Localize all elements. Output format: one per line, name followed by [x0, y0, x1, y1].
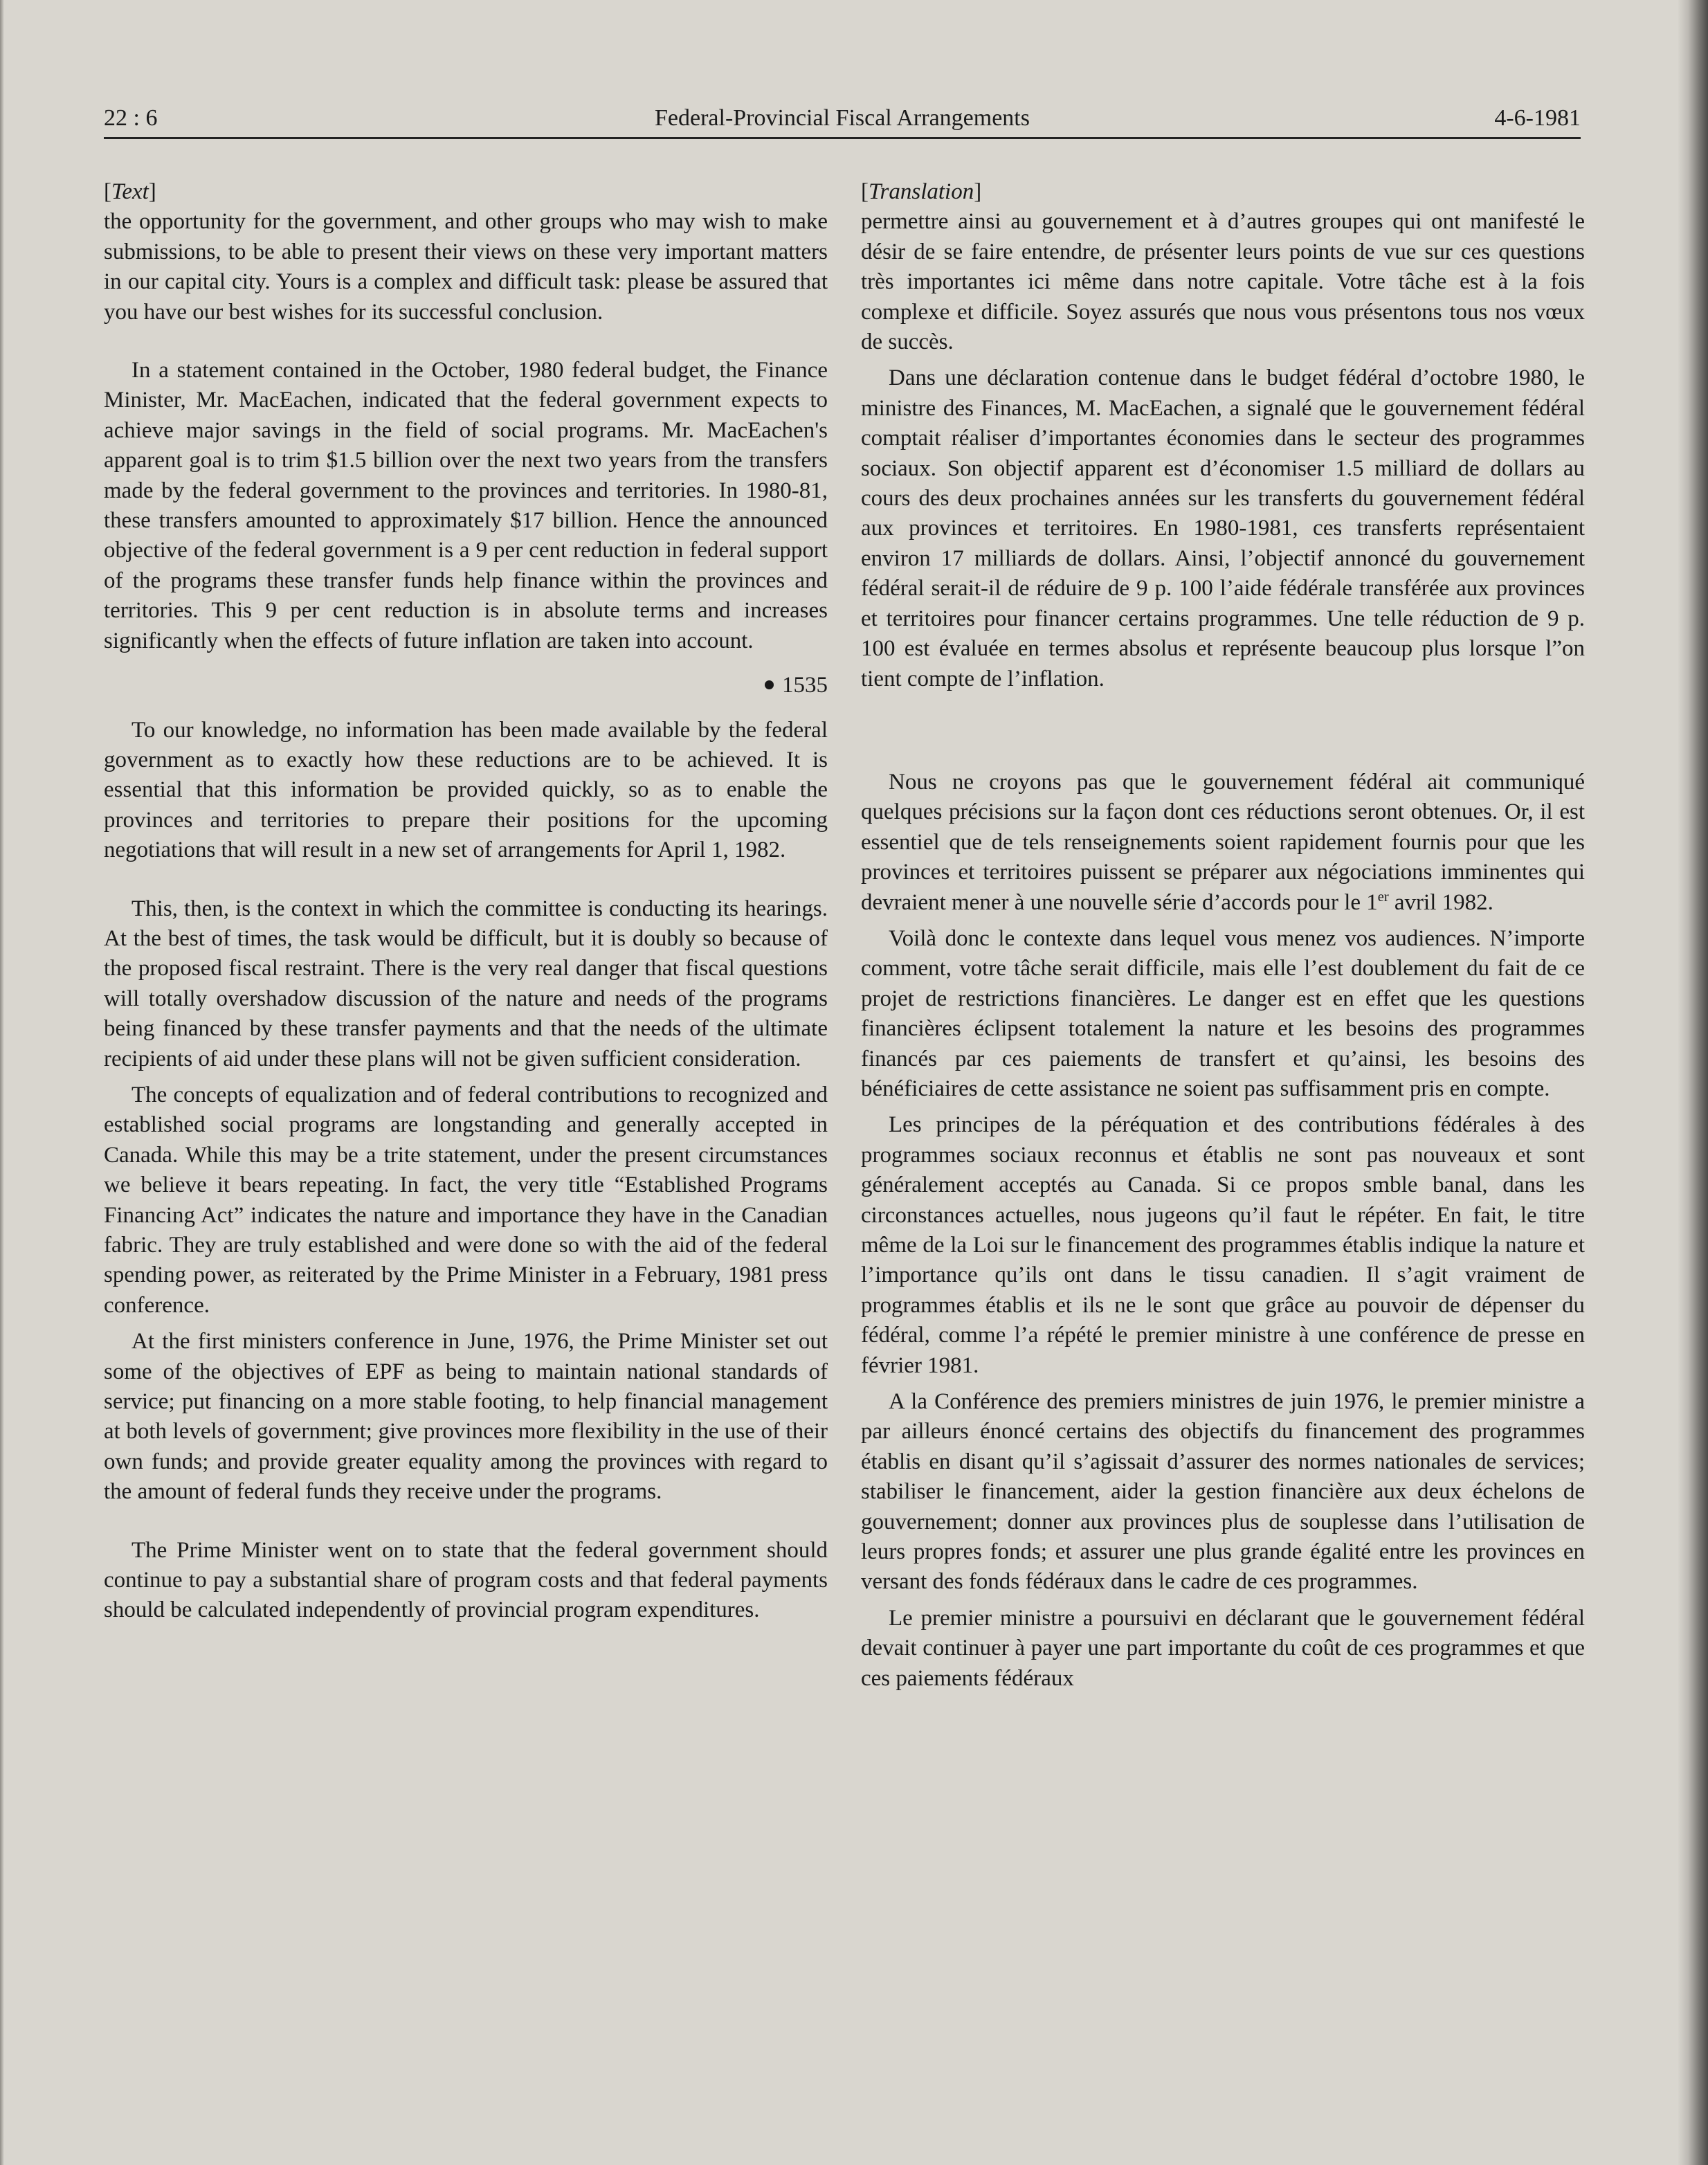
english-paragraph-3: To our knowledge, no information has been made available by the federal government as to exactly how these reductions are to be achieved. It is essential that this information be provided quickly, so as to enable the provinces and territories to prepare their positions for the upcoming negotiations that will result in a new set of arrangements for April 1, 1982.	[104, 717, 828, 863]
french-paragraph-4: Voilà donc le contexte dans lequel vous menez vos audiences. N’importe comment, votre tâche serait difficile, mais elle l’est doublement du fait de ce projet de restrictions financières. Le danger est en effet que les questions financières éclipsent totalement la nature et les besoins des programmes financés par ces paiements de transfert et qu’ainsi, les besoins des bénéficiaires de cette assistance ne soient pas suffisamment pris en compte.	[861, 925, 1585, 1101]
text-label: [Text]	[104, 179, 156, 204]
english-paragraph-1: the opportunity for the government, and other groups who may wish to make submissions, to be able to present their views on these very important matters in our capital city. Yours is a complex and difficult task: please be assured that you have our best wishes for its successful conclusion.	[104, 209, 828, 325]
french-column	[861, 177, 1585, 1694]
binding-edge-right	[1678, 0, 1708, 2165]
english-paragraph-6: At the first ministers conference in June, 1976, the Prime Minister set out some of the objectives of EPF as being to maintain national standards of service; put financing on a more stable footing, to help financial management at both levels of government; give provinces more flexibility in the use of their own funds; and provide greater equality among the provinces with regard to the amount of federal funds they receive under the programs.	[104, 1329, 828, 1505]
bullet-icon	[765, 680, 774, 689]
french-paragraph-1: permettre ainsi au gouvernement et à d’autres groupes qui ont manifesté le désir de se faire entendre, de présenter leurs points de vue sur ces questions très importantes ici même dans notre capitale. Votre tâche est à la fois complexe et difficile. Soyez assurés que nous vous présentons tous nos vœux de succès.	[861, 209, 1585, 355]
french-paragraph-2: Dans une déclaration contenue dans le budget fédéral d’octobre 1980, le ministre des Finances, M. MacEachen, a signalé que le gouvernement fédéral comptait réaliser d’importantes économies dans le secteur des programmes sociaux. Son objectif apparent est d’économiser 1.5 milliard de dollars au cours des deux prochaines années sur les transferts du gouvernement fédéral aux provinces et territoires. En 1980-1981, ces transferts représentaient environ 17 milliards de dollars. Ainsi, l’objectif annoncé du gouvernement fédéral serait-il de réduire de 9 p. 100 l’aide fédérale transférée aux provinces et territoires pour financer certains programmes. Une telle réduction de 9 p. 100 est évaluée en termes absolus et représente beaucoup plus lorsque l”on tient compte de l’inflation.	[861, 365, 1585, 691]
running-header	[104, 102, 1581, 139]
english-column	[104, 177, 828, 1626]
french-paragraph-5: Les principes de la péréquation et des contributions fédérales à des programmes sociaux reconnus et établis ne sont pas nouveaux et sont généralement acceptés au Canada. Si ce propos smble banal, dans les circonstances actuelles, nous jugeons qu’il faut le répéter. En fait, le titre même de la Loi sur le financement des programmes établis indique la nature et l’importance qu’ils ont dans le tissu canadien. Il s’agit vraiment de programmes établis et ils ne le sont que grâce au pouvoir de dépenser du fédéral, comme l’a répété le premier ministre à une conférence de presse en février 1981.	[861, 1112, 1585, 1378]
page-number: 22 : 6	[104, 105, 158, 131]
english-paragraph-2: In a statement contained in the October, 1980 federal budget, the Finance Minister, Mr. MacEachen, indicated that the federal government expects to achieve major savings in the field of social programs. Mr. MacEachen's apparent goal is to trim $1.5 billion over the next two years from the transfers made by the federal government to the provinces and territories. In 1980-81, these transfers amounted to approximately $17 billion. Hence the announced objective of the federal government is a 9 per cent reduction in federal support of the programs these transfer funds help finance within the provinces and territories. This 9 per cent reduction is in absolute terms and increases significantly when the effects of future inflation are taken into account.	[104, 358, 828, 653]
translation-label: [Translation]	[861, 179, 982, 204]
binding-edge-left	[0, 0, 4, 2165]
english-paragraph-4: This, then, is the context in which the committee is conducting its hearings. At the best of times, the task would be difficult, but it is doubly so because of the proposed fiscal restraint. There is the very real danger that fiscal questions will totally overshadow discussion of the nature and needs of the programs being financed by these transfer payments and that the needs of the ultimate recipients of aid under these plans will not be given sufficient consideration.	[104, 896, 828, 1071]
french-paragraph-6: A la Conférence des premiers ministres de juin 1976, le premier ministre a par ailleurs énoncé certains des objectifs du financement des programmes établis en disant qu’il s’agissait d’assurer des normes nationales de services; stabiliser le financement, aider la gestion financière aux deux échelons de gouvernement; donner aux provinces plus de souplesse dans l’utilisation de leurs propres fonds; et assurer une plus grande égalité entre les provinces en versant des fonds fédéraux dans le cadre de ces programmes.	[861, 1389, 1585, 1595]
french-paragraph-7: Le premier ministre a poursuivi en déclarant que le gouvernement fédéral devait continuer à payer une part importante du coût de ces programmes et que ces paiements fédéraux	[861, 1605, 1585, 1691]
french-paragraph-3: Nous ne croyons pas que le gouvernement fédéral ait communiqué quelques précisions sur la façon dont ces réductions seront obtenues. Or, il est essentiel que de tels renseignements soient rapidement fournis pour que les provinces et territoires puissent se préparer aux négociations imminentes qui devraient mener à une nouvelle série d’accords pour le 1er avril 1982.	[861, 769, 1585, 915]
english-paragraph-7: The Prime Minister went on to state that the federal government should continue to pay a substantial share of program costs and that federal payments should be calculated independently of provincial program expenditures.	[104, 1537, 828, 1623]
running-title: Federal-Provincial Fiscal Arrangements	[655, 105, 1030, 131]
time-marker: 1535	[104, 671, 828, 700]
english-paragraph-5: The concepts of equalization and of federal contributions to recognized and established social programs are longstanding and generally accepted in Canada. While this may be a trite statement, under the present circumstances we believe it bears repeating. In fact, the very title “Established Programs Financing Act” indicates the nature and importance they have in the Canadian fabric. They are truly established and were done so with the aid of the federal spending power, as reiterated by the Prime Minister in a February, 1981 press conference.	[104, 1082, 828, 1318]
sitting-date: 4-6-1981	[1494, 105, 1581, 131]
